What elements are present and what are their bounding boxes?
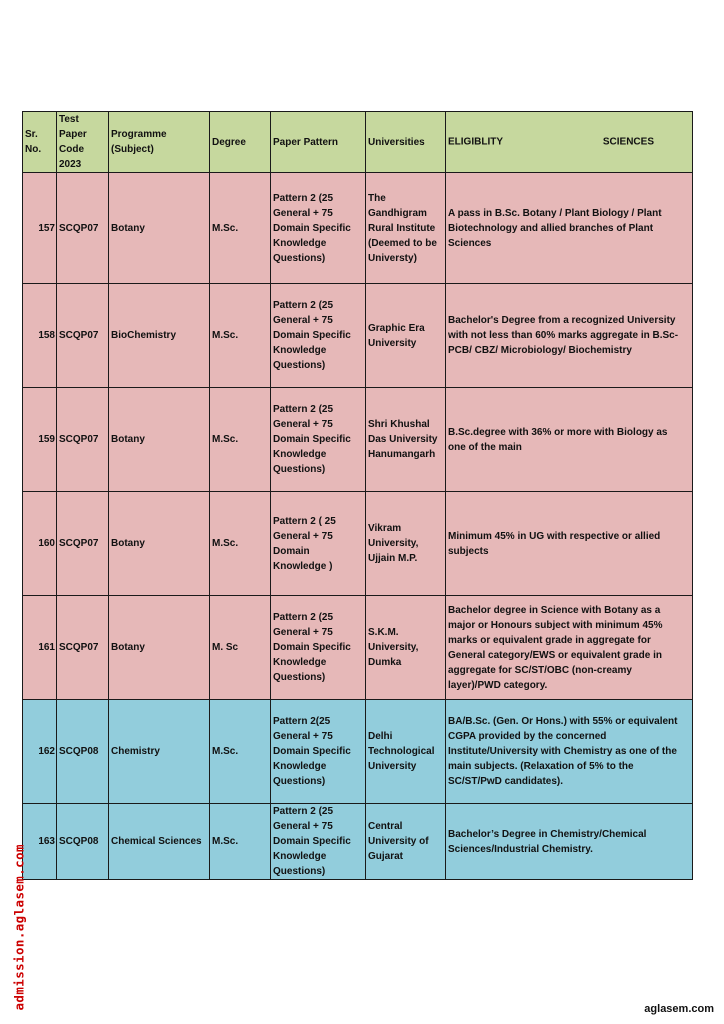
sr-no-cell: 158 [23,284,57,388]
paper-pattern-cell-line: Pattern 2 (25 [273,192,334,204]
university-cell-line: University, [368,642,419,653]
eligibility-cell [446,804,693,880]
eligibility-cell [446,596,693,700]
paper-pattern-cell [271,596,366,700]
header-sr-no: Sr. No. [23,112,57,173]
university-cell-line: Central [368,821,403,832]
eligibility-cell-line: B.Sc.degree with 36% or more with Biology as [448,426,668,438]
eligibility-cell-line: Bachelor’s Degree in Chemistry/Chemical [448,828,647,840]
eligibility-cell [446,492,693,596]
table-row [23,596,693,700]
paper-pattern-cell [271,804,366,880]
sr-no-cell: 157 [23,173,57,284]
eligibility-cell-line: BA/B.Sc. (Gen. Or Hons.) with 55% or equivalent [448,716,678,727]
eligibility-cell [446,173,693,284]
paper-code-cell: SCQP07 [57,596,109,700]
university-cell [366,596,446,700]
paper-pattern-cell-line: Pattern 2 (25 [273,612,334,623]
paper-pattern-cell-line: Questions) [273,252,326,264]
paper-pattern-cell-line: General + 75 [273,731,333,742]
header-row [23,112,693,173]
university-cell [366,804,446,880]
eligibility-cell-line: major or Honours subject with minimum 45% [448,619,663,631]
university-cell-line: University, [368,538,419,549]
paper-code-cell: SCQP07 [57,492,109,596]
paper-pattern-cell-line: Knowledge ) [273,560,333,572]
watermark-text: admission.aglasem.com [11,844,27,1011]
header-paper-pattern: Paper Pattern [271,112,366,173]
university-cell-line: University of [368,836,429,847]
eligibility-cell-line: aggregate for SC/ST/OBC (non-creamy [448,664,632,676]
university-cell-line: Vikram [368,523,402,534]
programme-cell: Botany [109,492,210,596]
paper-pattern-cell-line: Domain Specific [273,330,351,341]
paper-pattern-cell-line: Domain Specific [273,746,351,757]
programme-cell: Chemistry [109,700,210,804]
paper-pattern-cell-line: Domain [273,545,310,557]
university-cell-line: Shri Khushal [368,419,430,430]
university-cell-line: Dumka [368,657,402,668]
university-cell-line: Das University [368,434,438,445]
eligibility-cell-line: Bachelor degree in Science with Botany as a [448,604,661,616]
degree-cell: M.Sc. [210,173,271,284]
eligibility-label: ELIGIBLITY [448,136,503,148]
table-row [23,804,693,880]
paper-pattern-cell-line: Knowledge [273,345,327,356]
paper-pattern-cell-line: Domain Specific [273,222,351,234]
university-cell-line: Technological [368,746,435,757]
eligibility-cell [446,700,693,804]
paper-pattern-cell-line: Questions) [273,776,326,787]
paper-pattern-cell-line: Domain Specific [273,836,351,847]
paper-pattern-cell-line: Pattern 2 ( 25 [273,515,336,527]
paper-pattern-cell [271,388,366,492]
university-cell-line: Delhi [368,731,393,742]
paper-pattern-cell-line: Questions) [273,672,326,683]
eligibility-cell [446,284,693,388]
university-cell [366,492,446,596]
degree-cell: M.Sc. [210,388,271,492]
paper-pattern-cell-line: Pattern 2 (25 [273,300,334,311]
header-programme: Programme (Subject) [109,112,210,173]
footer-brand: aglasem.com [644,1003,714,1015]
paper-pattern-cell [271,700,366,804]
university-cell-line: University [368,761,417,772]
paper-pattern-cell-line: Knowledge [273,237,327,249]
paper-code-cell: SCQP08 [57,804,109,880]
degree-cell: M.Sc. [210,284,271,388]
table-row [23,388,693,492]
eligibility-cell-line: PCB/ CBZ/ Microbiology/ Biochemistry [448,345,632,356]
paper-pattern-cell-line: General + 75 [273,207,333,219]
university-cell-line: Gandhigram [368,207,427,219]
eligibility-cell-line: Bachelor's Degree from a recognized University [448,315,676,326]
degree-cell: M.Sc. [210,804,271,880]
paper-pattern-cell-line: Domain Specific [273,642,351,653]
paper-pattern-cell-line: Domain Specific [273,434,351,445]
paper-pattern-cell-line: Questions) [273,866,326,877]
programme-cell: Chemical Sciences [109,804,210,880]
university-cell-line: Rural Institute [368,222,436,234]
degree-cell: M.Sc. [210,492,271,596]
sr-no-cell: 161 [23,596,57,700]
paper-pattern-cell [271,173,366,284]
university-cell-line: Graphic Era [368,322,425,334]
eligibility-cell-line: marks or equivalent grade in aggregate for [448,634,651,646]
eligibility-cell-line: layer)/PWD category. [448,679,548,691]
paper-pattern-cell-line: Pattern 2(25 [273,716,331,727]
table-row [23,700,693,804]
paper-code-cell: SCQP07 [57,284,109,388]
eligibility-cell-line: with not less than 60% marks aggregate in B.Sc- [448,330,679,341]
eligibility-cell-line: CGPA provided by the concerned [448,731,607,742]
programme-cell: Botany [109,173,210,284]
eligibility-cell-line: SC/ST/PwD candidates). [448,776,564,787]
paper-pattern-cell-line: General + 75 [273,821,333,832]
sr-no-cell: 163 [23,804,57,880]
eligibility-cell-line: Institute/University with Chemistry as one of the [448,746,677,757]
university-cell-line: The [368,192,386,204]
header-test-paper-code: Test Paper Code 2023 [57,112,109,173]
paper-code-cell: SCQP07 [57,173,109,284]
eligibility-cell-line: Sciences [448,237,492,249]
paper-pattern-cell-line: Questions) [273,360,326,371]
eligibility-cell-line: one of the main [448,441,522,453]
degree-cell: M. Sc [210,596,271,700]
university-cell [366,700,446,804]
paper-code-cell: SCQP08 [57,700,109,804]
paper-pattern-cell-line: Knowledge [273,449,327,460]
university-cell-line: University [368,337,417,349]
university-cell-line: S.K.M. [368,627,399,638]
sr-no-cell: 162 [23,700,57,804]
paper-pattern-cell-line: Pattern 2 (25 [273,806,334,817]
university-cell-line: Hanumangarh [368,449,436,460]
paper-code-cell: SCQP07 [57,388,109,492]
university-cell-line: Ujjain M.P. [368,553,418,564]
university-cell [366,388,446,492]
eligibility-cell-line: subjects [448,545,489,557]
table-row [23,173,693,284]
eligibility-cell [446,388,693,492]
programme-table [22,111,693,880]
programme-cell: Botany [109,596,210,700]
paper-pattern-cell-line: General + 75 [273,419,333,430]
eligibility-cell-line: Minimum 45% in UG with respective or allied [448,530,661,542]
paper-pattern-cell [271,492,366,596]
paper-pattern-cell-line: Knowledge [273,657,327,668]
programme-cell: Botany [109,388,210,492]
paper-pattern-cell-line: Knowledge [273,851,327,862]
paper-pattern-cell [271,284,366,388]
header-universities: Universities [366,112,446,173]
eligibility-cell-line: A pass in B.Sc. Botany / Plant Biology / Plant [448,207,662,219]
university-cell [366,284,446,388]
paper-pattern-cell-line: Pattern 2 (25 [273,404,334,415]
sciences-label: SCIENCES [602,136,654,148]
table-row [23,492,693,596]
paper-pattern-cell-line: General + 75 [273,530,333,542]
paper-pattern-cell-line: General + 75 [273,315,333,326]
degree-cell: M.Sc. [210,700,271,804]
university-cell-line: Universty) [368,252,417,264]
header-eligibility [446,112,693,173]
university-cell-line: Gujarat [368,851,404,862]
eligibility-cell-line: Sciences/Industrial Chemistry. [448,843,593,855]
paper-pattern-cell-line: Questions) [273,464,326,475]
paper-pattern-cell-line: General + 75 [273,627,333,638]
sr-no-cell: 159 [23,388,57,492]
eligibility-cell-line: main subjects. (Relaxation of 5% to the [448,761,634,772]
university-cell [366,173,446,284]
programme-cell: BioChemistry [109,284,210,388]
paper-pattern-cell-line: Knowledge [273,761,327,772]
table-row [23,284,693,388]
eligibility-cell-line: General category/EWS or equivalent grade in [448,649,662,661]
header-degree: Degree [210,112,271,173]
sr-no-cell: 160 [23,492,57,596]
university-cell-line: (Deemed to be [368,237,437,249]
eligibility-cell-line: Biotechnology and allied branches of Plant [448,222,654,234]
